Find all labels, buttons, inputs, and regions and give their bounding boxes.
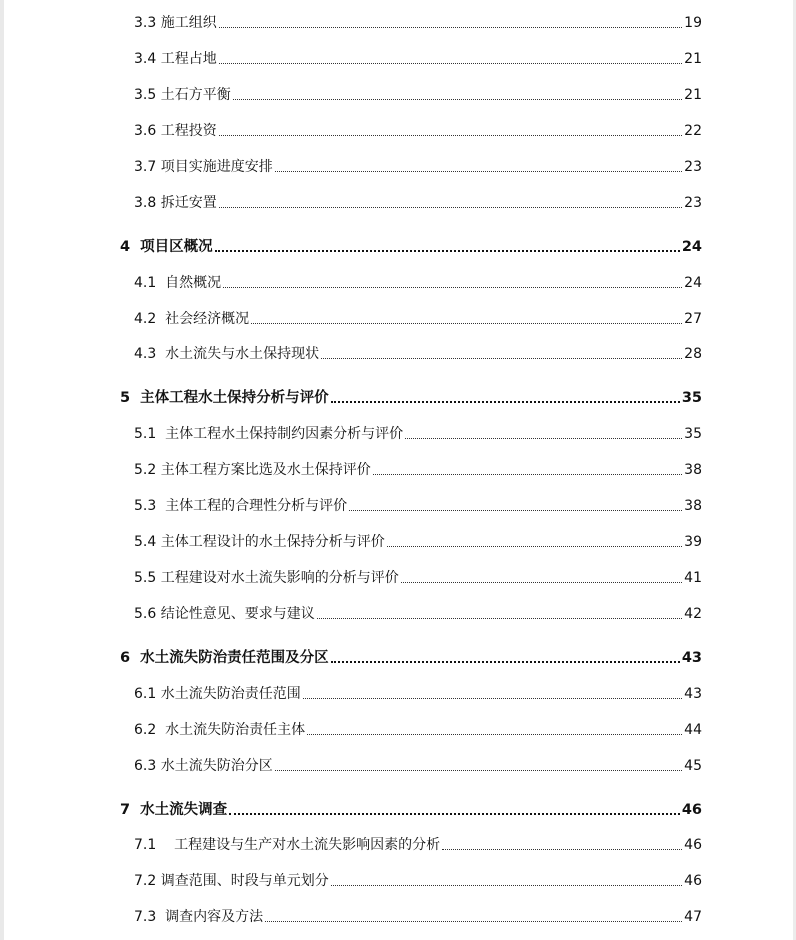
toc-page-number: 35	[684, 426, 702, 442]
toc-entry-title: 4.3 水土流失与水土保持现状	[134, 346, 320, 362]
toc-entry-5-3[interactable]	[134, 493, 702, 515]
toc-chapter-title: 6 水土流失防治责任范围及分区	[120, 650, 329, 666]
toc-page-number: 24	[681, 239, 702, 255]
dot-leader	[331, 401, 680, 403]
dot-leader	[307, 734, 682, 735]
toc-chapter-5[interactable]	[120, 385, 702, 407]
toc-page-number: 41	[684, 570, 702, 586]
dot-leader	[317, 618, 682, 619]
toc-page-number: 44	[684, 722, 702, 738]
toc-entry-title: 3.5 土石方平衡	[134, 87, 231, 103]
dot-leader	[215, 250, 680, 252]
toc-entry-title: 3.8 拆迁安置	[134, 195, 217, 211]
dot-leader	[405, 438, 682, 439]
toc-page-number: 24	[684, 275, 702, 291]
dot-leader	[275, 171, 682, 172]
dot-leader	[251, 323, 682, 324]
dot-leader	[229, 813, 680, 815]
toc-page-number: 43	[684, 686, 702, 702]
dot-leader	[219, 207, 682, 208]
toc-entry-title: 5.6 结论性意见、要求与建议	[134, 606, 315, 622]
dot-leader	[223, 287, 682, 288]
toc-entry-6-2[interactable]	[134, 717, 702, 739]
dot-leader	[219, 63, 682, 64]
toc-entry-3-3[interactable]	[134, 10, 702, 32]
toc-entry-3-7[interactable]	[134, 154, 702, 176]
toc-entry-title: 6.3 水土流失防治分区	[134, 758, 273, 774]
toc-entry-3-4[interactable]	[134, 46, 702, 68]
toc-page-number: 38	[684, 462, 702, 478]
toc-entry-title: 3.6 工程投资	[134, 123, 217, 139]
toc-entry-7-2[interactable]	[134, 868, 702, 890]
toc-page-number: 46	[684, 837, 702, 853]
dot-leader	[401, 582, 682, 583]
dot-leader	[219, 27, 682, 28]
dot-leader	[373, 474, 682, 475]
dot-leader	[321, 358, 682, 359]
dot-leader	[331, 661, 680, 663]
toc-page-number: 43	[681, 650, 702, 666]
toc-entry-3-8[interactable]	[134, 190, 702, 212]
toc-entry-title: 5.4 主体工程设计的水土保持分析与评价	[134, 534, 385, 550]
toc-page-number: 21	[684, 87, 702, 103]
toc-entry-5-5[interactable]	[134, 565, 702, 587]
toc-entry-title: 4.2 社会经济概况	[134, 311, 250, 327]
dot-leader	[387, 546, 682, 547]
toc-entry-title: 3.4 工程占地	[134, 51, 217, 67]
toc-page-number: 39	[684, 534, 702, 550]
toc-page-number: 23	[684, 159, 702, 175]
dot-leader	[219, 135, 682, 136]
toc-chapter-title: 4 项目区概况	[120, 239, 213, 255]
toc-entry-title: 5.5 工程建设对水土流失影响的分析与评价	[134, 570, 399, 586]
dot-leader	[265, 921, 682, 922]
toc-page-number: 38	[684, 498, 702, 514]
toc-entry-title: 6.2 水土流失防治责任主体	[134, 722, 306, 738]
toc-page-number: 27	[684, 311, 702, 327]
toc-entry-title: 5.1 主体工程水土保持制约因素分析与评价	[134, 426, 404, 442]
toc-page-number: 19	[684, 15, 702, 31]
toc-page-number: 21	[684, 51, 702, 67]
toc-page-number: 22	[684, 123, 702, 139]
toc-entry-5-4[interactable]	[134, 529, 702, 551]
toc-entry-4-2[interactable]	[134, 306, 702, 328]
dot-leader	[233, 99, 682, 100]
toc-page-number: 28	[684, 346, 702, 362]
toc-entry-7-3[interactable]	[134, 904, 702, 926]
toc-chapter-7[interactable]	[120, 797, 702, 819]
toc-entry-title: 5.3 主体工程的合理性分析与评价	[134, 498, 348, 514]
toc-page-number: 35	[681, 390, 702, 406]
toc-entry-3-5[interactable]	[134, 82, 702, 104]
toc-entry-title: 7.3 调查内容及方法	[134, 909, 264, 925]
toc-page-number: 46	[684, 873, 702, 889]
dot-leader	[442, 849, 682, 850]
toc-entry-title: 3.7 项目实施进度安排	[134, 159, 273, 175]
dot-leader	[331, 885, 682, 886]
toc-entry-6-3[interactable]	[134, 753, 702, 775]
dot-leader	[275, 770, 682, 771]
toc-entry-4-1[interactable]	[134, 270, 702, 292]
toc-entry-7-1[interactable]	[134, 832, 702, 854]
toc-entry-title: 5.2 主体工程方案比选及水土保持评价	[134, 462, 371, 478]
toc-entry-5-1[interactable]	[134, 421, 702, 443]
toc-entry-title: 7.1 工程建设与生产对水土流失影响因素的分析	[134, 837, 441, 853]
toc-page-number: 47	[684, 909, 702, 925]
dot-leader	[349, 510, 682, 511]
toc-page-number: 23	[684, 195, 702, 211]
toc-page-number: 42	[684, 606, 702, 622]
toc-entry-6-1[interactable]	[134, 681, 702, 703]
toc-page-number: 45	[684, 758, 702, 774]
toc-entry-title: 3.3 施工组织	[134, 15, 217, 31]
toc-chapter-6[interactable]	[120, 645, 702, 667]
toc-entry-3-6[interactable]	[134, 118, 702, 140]
toc-chapter-title: 7 水土流失调查	[120, 802, 228, 818]
toc-entry-5-2[interactable]	[134, 457, 702, 479]
toc-entry-title: 7.2 调查范围、时段与单元划分	[134, 873, 329, 889]
toc-entry-title: 6.1 水土流失防治责任范围	[134, 686, 301, 702]
dot-leader	[303, 698, 682, 699]
toc-entry-4-3[interactable]	[134, 341, 702, 363]
toc-entry-title: 4.1 自然概况	[134, 275, 222, 291]
toc-chapter-4[interactable]	[120, 234, 702, 256]
toc-entry-5-6[interactable]	[134, 601, 702, 623]
toc-page-number: 46	[681, 802, 702, 818]
toc-chapter-title: 5 主体工程水土保持分析与评价	[120, 390, 329, 406]
